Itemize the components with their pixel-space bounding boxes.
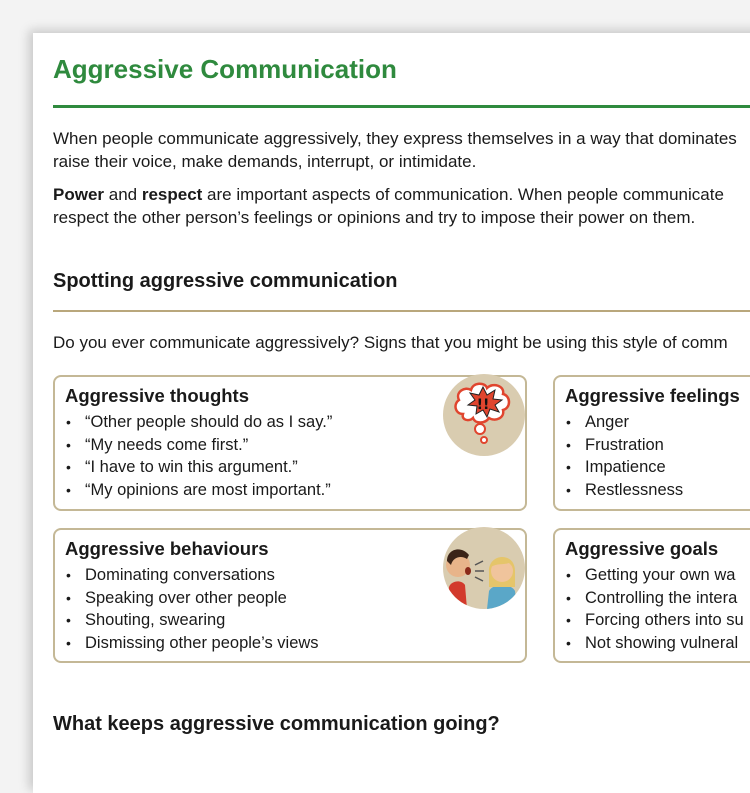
power-bold: Power (53, 185, 105, 204)
behaviours-list (65, 564, 319, 654)
intro-paragraph-1-line-2: raise their voice, make demands, interrupt, or intimidate. (53, 151, 477, 171)
list-item: • Dominating conversations (65, 564, 319, 587)
list-item: • Shouting, swearing (65, 609, 319, 632)
section-heading-spotting: Spotting aggressive communication (53, 270, 398, 292)
title-divider (53, 105, 750, 108)
box-heading-behaviours: Aggressive behaviours (65, 538, 269, 559)
and-text: and (104, 185, 142, 204)
intro-paragraph-2-line-1 (53, 184, 750, 207)
list-item: • “I have to win this argument.” (65, 456, 332, 479)
list-item: • Restlessness (565, 479, 683, 502)
goals-list (565, 564, 744, 654)
paragraph-2-line-1-rest: are important aspects of communication. When people communicate (202, 185, 724, 204)
list-item: • Controlling the intera (565, 587, 744, 610)
list-item: • Not showing vulneral (565, 632, 744, 655)
box-heading-feelings: Aggressive feelings (565, 385, 740, 406)
box-heading-thoughts: Aggressive thoughts (65, 385, 249, 406)
thoughts-list (65, 411, 332, 501)
intro-paragraph-1-line-1: When people communicate aggressively, they express themselves in a way that dominates (53, 129, 737, 148)
list-item: • Speaking over other people (65, 587, 319, 610)
list-item: • Forcing others into su (565, 609, 744, 632)
respect-bold: respect (141, 185, 203, 204)
svg-text:!!: !! (476, 397, 490, 413)
aggressive-goals-box (553, 528, 750, 663)
list-item: • “Other people should do as I say.” (65, 411, 332, 434)
angry-thought-bubble-icon (443, 374, 525, 456)
section-heading-what-keeps: What keeps aggressive communication going? (53, 713, 500, 735)
section-divider (53, 310, 750, 312)
intro-paragraph-2 (53, 184, 750, 229)
list-item: • Dismissing other people’s views (65, 632, 319, 655)
list-item: • “My needs come first.” (65, 434, 332, 457)
aggressive-feelings-box (553, 375, 750, 511)
list-item: • Getting your own wa (565, 564, 744, 587)
shouting-people-icon (443, 527, 525, 609)
section-intro-text: Do you ever communicate aggressively? Signs that you might be using this style of comm (53, 333, 728, 352)
list-item: • Impatience (565, 456, 683, 479)
intro-paragraph-1 (53, 128, 750, 173)
list-item: • Anger (565, 411, 683, 434)
list-item: • Frustration (565, 434, 683, 457)
worksheet-page (33, 33, 750, 793)
list-item: • “My opinions are most important.” (65, 479, 332, 502)
feelings-list (565, 411, 683, 501)
intro-paragraph-2-line-2: respect the other person’s feelings or opinions and try to impose their power on them. (53, 207, 696, 227)
page-title: Aggressive Communication (53, 54, 397, 84)
box-heading-goals: Aggressive goals (565, 538, 719, 559)
